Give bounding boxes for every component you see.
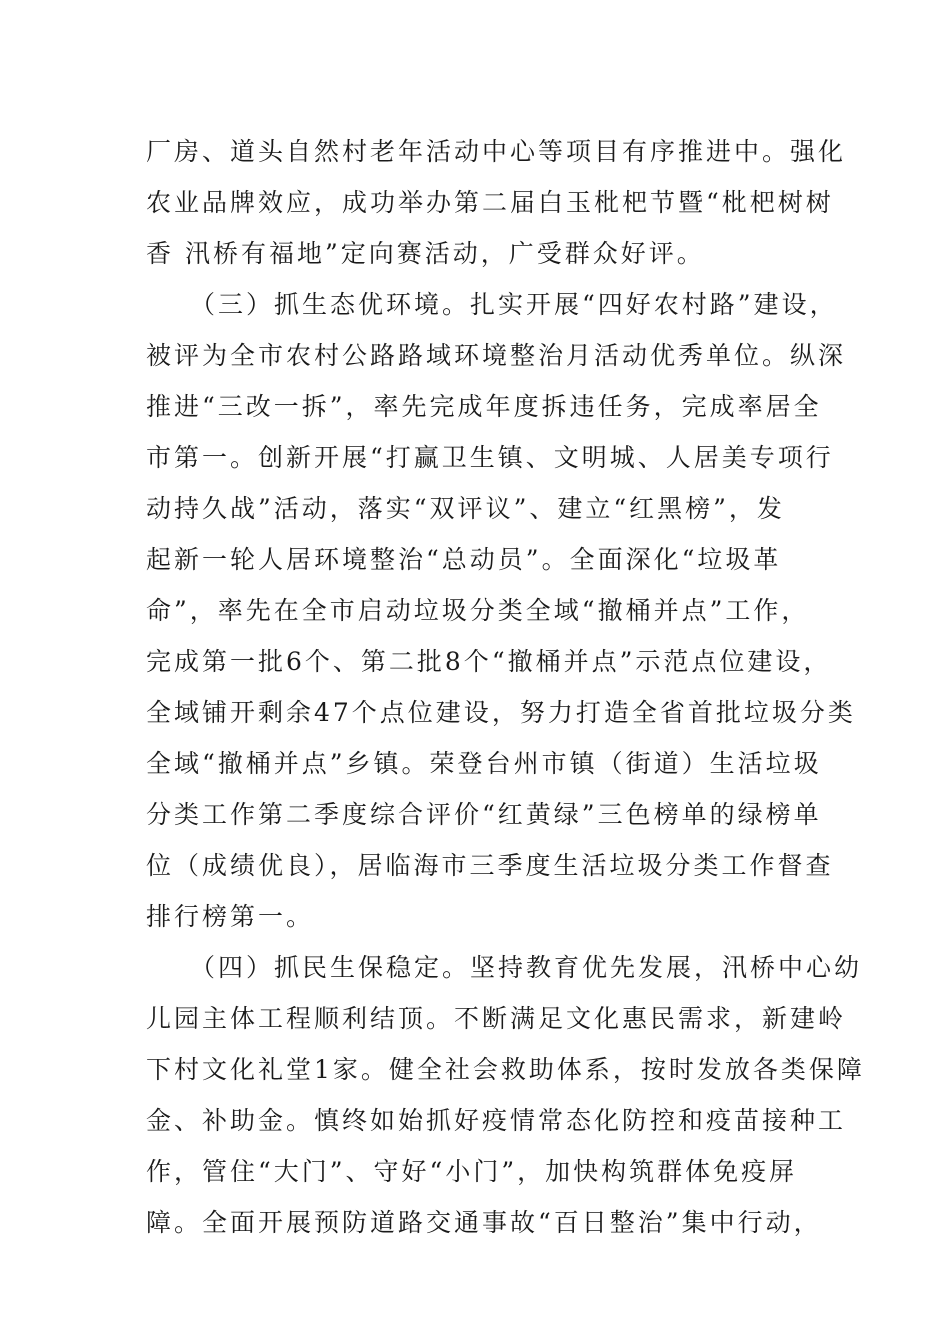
- text-line: 儿园主体工程顺利结顶。不断满足文化惠民需求，新建岭: [146, 1004, 847, 1033]
- section-heading-line: （四）抓民生保稳定。坚持教育优先发展，汛桥中心幼: [190, 953, 863, 982]
- text-line: 全域铺开剩余47个点位建设，努力打造全省首批垃圾分类: [146, 698, 856, 727]
- text-line: 推进“三改一拆”，率先完成年度拆违任务，完成率居全: [146, 392, 822, 421]
- text-line: 作，管住“大门”、守好“小门”，加快构筑群体免疫屏: [146, 1157, 798, 1186]
- body-text: [146, 126, 865, 1248]
- text-line: 市第一。创新开展“打赢卫生镇、文明城、人居美专项行: [146, 443, 834, 472]
- text-line: 起新一轮人居环境整治“总动员”。全面深化“垃圾革: [146, 545, 782, 574]
- text-line: 全域“撤桶并点”乡镇。荣登台州市镇（街道）生活垃圾: [146, 749, 822, 778]
- text-line: 动持久战”活动，落实“双评议”、建立“红黑榜”，发: [146, 494, 785, 523]
- text-line: 被评为全市农村公路路域环境整治月活动优秀单位。纵深: [146, 341, 847, 370]
- text-line: 排行榜第一。: [146, 902, 315, 931]
- text-line: 障。全面开展预防道路交通事故“百日整治”集中行动，: [146, 1208, 822, 1237]
- text-line: 命”，率先在全市启动垃圾分类全域“撤桶并点”工作，: [146, 596, 810, 625]
- text-line: 农业品牌效应，成功举办第二届白玉枇杷节暨“枇杷树树: [146, 188, 834, 217]
- text-line: 下村文化礼堂1家。健全社会救助体系，按时发放各类保障: [146, 1055, 865, 1084]
- text-line: 金、补助金。慎终如始抓好疫情常态化防控和疫苗接种工: [146, 1106, 847, 1135]
- text-line: 香 汛桥有福地”定向赛活动，广受群众好评。: [146, 239, 705, 268]
- section-heading-line: （三）抓生态优环境。扎实开展“四好农村路”建设，: [190, 290, 838, 319]
- text-line: 厂房、道头自然村老年活动中心等项目有序推进中。强化: [146, 137, 847, 166]
- text-line: 位（成绩优良），居临海市三季度生活垃圾分类工作督查: [146, 851, 834, 880]
- text-line: 完成第一批6个、第二批8个“撤桶并点”示范点位建设，: [146, 647, 832, 676]
- text-line: 分类工作第二季度综合评价“红黄绿”三色榜单的绿榜单: [146, 800, 822, 829]
